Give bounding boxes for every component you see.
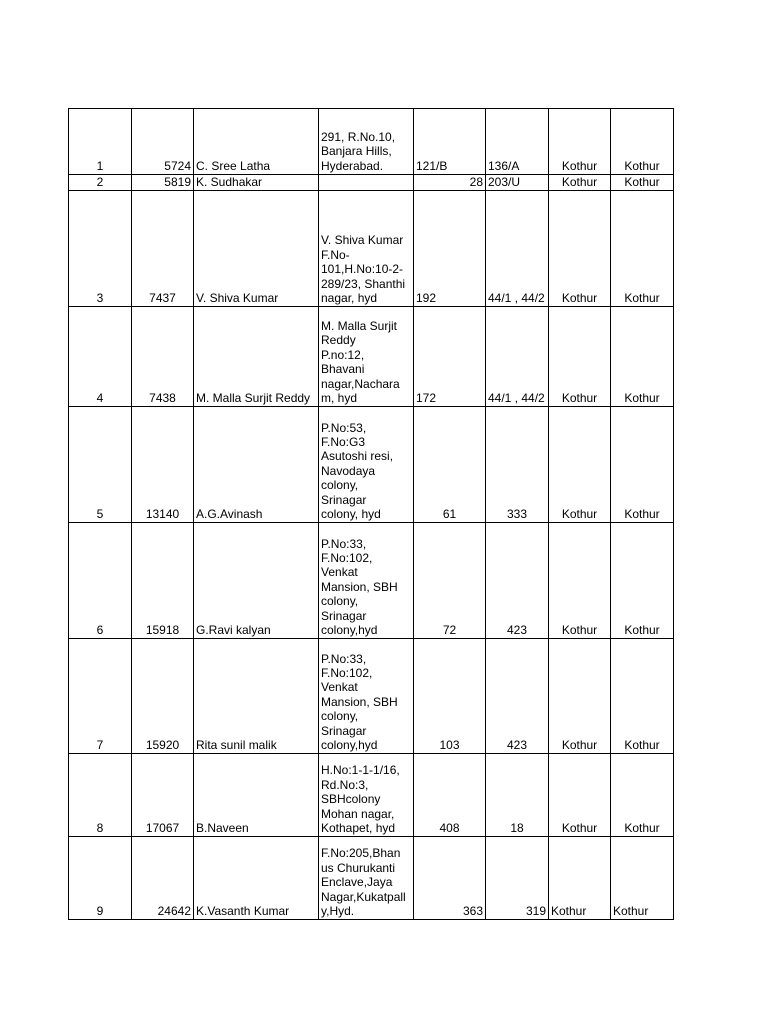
row-location-2: Kothur bbox=[611, 191, 674, 307]
table-row bbox=[69, 307, 674, 407]
row-name: V. Shiva Kumar bbox=[194, 191, 319, 307]
row-col5: 408 bbox=[414, 754, 486, 837]
row-col5: 28 bbox=[414, 175, 486, 191]
row-name: M. Malla Surjit Reddy bbox=[194, 307, 319, 407]
row-id: 17067 bbox=[132, 754, 194, 837]
row-location-2: Kothur bbox=[611, 307, 674, 407]
row-location-1: Kothur bbox=[549, 837, 611, 920]
row-location-1: Kothur bbox=[549, 109, 611, 175]
row-location-2: Kothur bbox=[611, 109, 674, 175]
row-name: Rita sunil malik bbox=[194, 639, 319, 754]
row-col5: 61 bbox=[414, 407, 486, 523]
row-id: 24642 bbox=[132, 837, 194, 920]
row-name: B.Naveen bbox=[194, 754, 319, 837]
row-col5: 172 bbox=[414, 307, 486, 407]
row-serial: 6 bbox=[69, 523, 132, 639]
row-serial: 2 bbox=[69, 175, 132, 191]
row-name: K. Sudhakar bbox=[194, 175, 319, 191]
table-row bbox=[69, 175, 674, 191]
table-row bbox=[69, 191, 674, 307]
row-location-1: Kothur bbox=[549, 639, 611, 754]
row-serial: 8 bbox=[69, 754, 132, 837]
row-address bbox=[319, 175, 414, 191]
table-row bbox=[69, 639, 674, 754]
row-location-2: Kothur bbox=[611, 523, 674, 639]
row-col6: 44/1 , 44/2 bbox=[486, 191, 549, 307]
row-col6: 423 bbox=[486, 639, 549, 754]
row-id: 5724 bbox=[132, 109, 194, 175]
row-col6: 319 bbox=[486, 837, 549, 920]
row-name: G.Ravi kalyan bbox=[194, 523, 319, 639]
row-col5: 363 bbox=[414, 837, 486, 920]
row-col6: 423 bbox=[486, 523, 549, 639]
row-address: H.No:1-1-1/16, Rd.No:3, SBHcolony Mohan nagar, Kothapet, hyd bbox=[319, 754, 414, 837]
row-address: P.No:33, F.No:102, Venkat Mansion, SBH colony, Srinagar colony,hyd bbox=[319, 639, 414, 754]
row-id: 7438 bbox=[132, 307, 194, 407]
row-location-1: Kothur bbox=[549, 523, 611, 639]
row-location-2: Kothur bbox=[611, 639, 674, 754]
table-row bbox=[69, 837, 674, 920]
row-location-1: Kothur bbox=[549, 175, 611, 191]
row-location-1: Kothur bbox=[549, 754, 611, 837]
row-location-1: Kothur bbox=[549, 191, 611, 307]
row-id: 7437 bbox=[132, 191, 194, 307]
row-col6: 136/A bbox=[486, 109, 549, 175]
row-serial: 7 bbox=[69, 639, 132, 754]
row-location-2: Kothur bbox=[611, 175, 674, 191]
records-table bbox=[68, 108, 674, 920]
row-col6: 203/U bbox=[486, 175, 549, 191]
row-serial: 5 bbox=[69, 407, 132, 523]
row-id: 5819 bbox=[132, 175, 194, 191]
row-location-2: Kothur bbox=[611, 407, 674, 523]
row-col6: 18 bbox=[486, 754, 549, 837]
row-col5: 103 bbox=[414, 639, 486, 754]
row-id: 15920 bbox=[132, 639, 194, 754]
row-location-1: Kothur bbox=[549, 407, 611, 523]
row-id: 13140 bbox=[132, 407, 194, 523]
table-row bbox=[69, 523, 674, 639]
row-name: K.Vasanth Kumar bbox=[194, 837, 319, 920]
row-id: 15918 bbox=[132, 523, 194, 639]
row-col5: 192 bbox=[414, 191, 486, 307]
row-name: C. Sree Latha bbox=[194, 109, 319, 175]
table-row bbox=[69, 109, 674, 175]
row-address: F.No:205,Bhan us Churukanti Enclave,Jaya Nagar,Kukatpall y,Hyd. bbox=[319, 837, 414, 920]
row-address: M. Malla Surjit Reddy P.no:12, Bhavani nagar,Nachara m, hyd bbox=[319, 307, 414, 407]
row-address: 291, R.No.10, Banjara Hills, Hyderabad. bbox=[319, 109, 414, 175]
row-location-2: Kothur bbox=[611, 754, 674, 837]
table-row bbox=[69, 407, 674, 523]
row-col5: 121/B bbox=[414, 109, 486, 175]
row-serial: 1 bbox=[69, 109, 132, 175]
row-location-1: Kothur bbox=[549, 307, 611, 407]
row-serial: 3 bbox=[69, 191, 132, 307]
row-col6: 333 bbox=[486, 407, 549, 523]
row-address: P.No:53, F.No:G3 Asutoshi resi, Navodaya colony, Srinagar colony, hyd bbox=[319, 407, 414, 523]
row-serial: 9 bbox=[69, 837, 132, 920]
row-address: P.No:33, F.No:102, Venkat Mansion, SBH colony, Srinagar colony,hyd bbox=[319, 523, 414, 639]
row-col6: 44/1 , 44/2 bbox=[486, 307, 549, 407]
row-serial: 4 bbox=[69, 307, 132, 407]
row-col5: 72 bbox=[414, 523, 486, 639]
row-address: V. Shiva Kumar F.No- 101,H.No:10-2- 289/23, Shanthi nagar, hyd bbox=[319, 191, 414, 307]
table-row bbox=[69, 754, 674, 837]
row-location-2: Kothur bbox=[611, 837, 674, 920]
row-name: A.G.Avinash bbox=[194, 407, 319, 523]
